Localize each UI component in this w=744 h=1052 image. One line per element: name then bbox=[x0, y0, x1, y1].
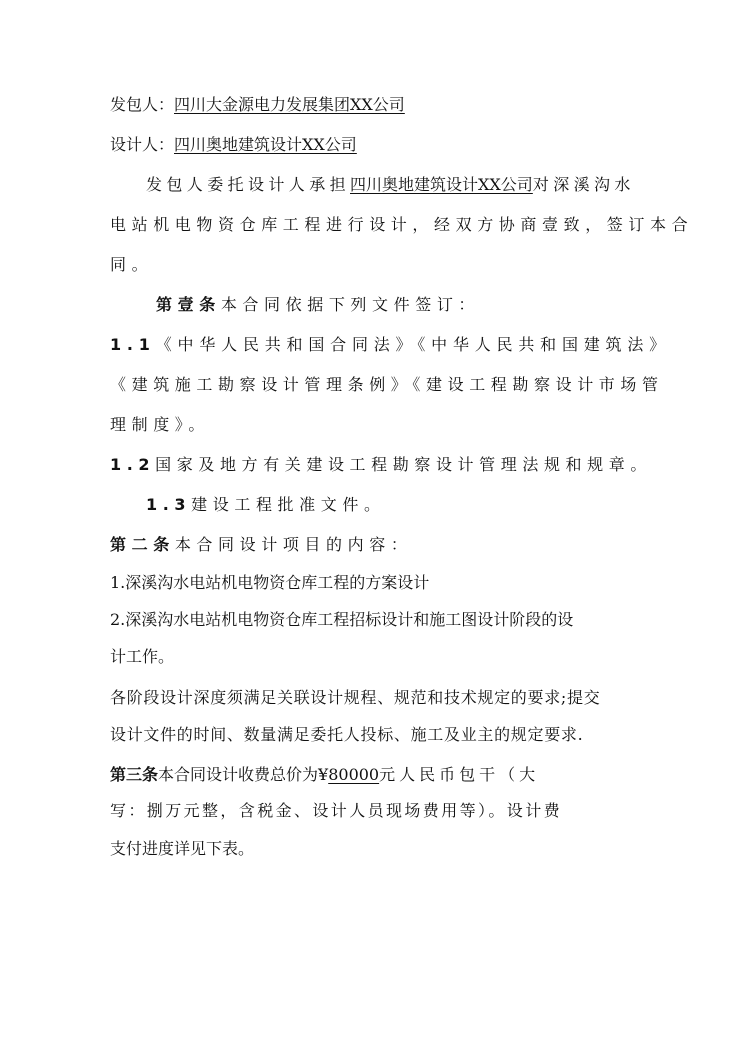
article2-requirements-line2: 设计文件的时间、数量满足委托人投标、施工及业主的规定要求. bbox=[110, 725, 584, 744]
article2-heading bbox=[110, 534, 412, 556]
article1-item3-number: 1.3 bbox=[146, 495, 192, 514]
article1-item3-text: 建设工程批准文件。 bbox=[191, 495, 386, 514]
article1-item1-line3: 理制度》。 bbox=[110, 415, 211, 434]
article1-item1-line2: 《建筑施工勘察设计管理条例》《建设工程勘察设计市场管 bbox=[110, 375, 664, 394]
article2-item2-line2: 计工作。 bbox=[110, 647, 175, 666]
article3-text-b: 元人民币包干（大 bbox=[379, 765, 540, 784]
intro-text-b: 对深溪沟水 bbox=[532, 175, 635, 194]
designer-label: 设计人： bbox=[110, 135, 175, 154]
intro-text-a: 发包人委托设计人承担 bbox=[146, 175, 351, 194]
article3-line3: 支付进度详见下表。 bbox=[110, 839, 255, 858]
article1-item1-line1 bbox=[110, 334, 671, 356]
article1-item1-number: 1.1 bbox=[110, 335, 156, 354]
article1-item3 bbox=[146, 494, 386, 516]
article2-title: 第二条 bbox=[110, 535, 175, 554]
article1-text: 本合同依据下列文件签订： bbox=[220, 295, 481, 314]
article1-item2 bbox=[110, 454, 652, 476]
employer-label: 发包人： bbox=[110, 95, 175, 114]
employer-line bbox=[110, 94, 405, 116]
intro-line-1 bbox=[146, 174, 635, 196]
article3-amount: 80000 bbox=[328, 765, 380, 784]
article3-line2: 写：捌万元整，含税金、设计人员现场费用等）。设计费 bbox=[110, 801, 563, 820]
article1-item2-text: 国家及地方有关建设工程勘察设计管理法规和规章。 bbox=[155, 455, 652, 474]
article3-text-a: 本合同设计收费总价为¥ bbox=[158, 765, 329, 784]
article3-title: 第三条 bbox=[110, 765, 159, 784]
designer-line bbox=[110, 134, 357, 156]
intro-line-2: 电站机电物资仓库工程进行设计，经双方协商壹致，签订本合 bbox=[110, 215, 694, 234]
article1-heading bbox=[156, 294, 480, 316]
article2-item2-line1: 2.深溪沟水电站机电物资仓库工程招标设计和施工图设计阶段的设 bbox=[110, 610, 574, 629]
article2-text: 本合同设计项目的内容： bbox=[174, 535, 413, 554]
article1-item1-text: 《中华人民共和国合同法》《中华人民共和国建筑法》 bbox=[155, 335, 671, 354]
employer-name: 四川大金源电力发展集团XX公司 bbox=[174, 95, 405, 114]
article1-title: 第壹条 bbox=[156, 295, 221, 314]
article2-item1: 1.深溪沟水电站机电物资仓库工程的方案设计 bbox=[110, 573, 430, 592]
intro-company: 四川奥地建筑设计XX公司 bbox=[350, 175, 533, 194]
intro-line-3: 同。 bbox=[110, 255, 154, 274]
article1-item2-number: 1.2 bbox=[110, 455, 156, 474]
article3-line1 bbox=[110, 764, 539, 786]
article2-requirements-line1: 各阶段设计深度须满足关联设计规程、规范和技术规定的要求;提交 bbox=[110, 688, 601, 707]
designer-name: 四川奥地建筑设计XX公司 bbox=[174, 135, 357, 154]
